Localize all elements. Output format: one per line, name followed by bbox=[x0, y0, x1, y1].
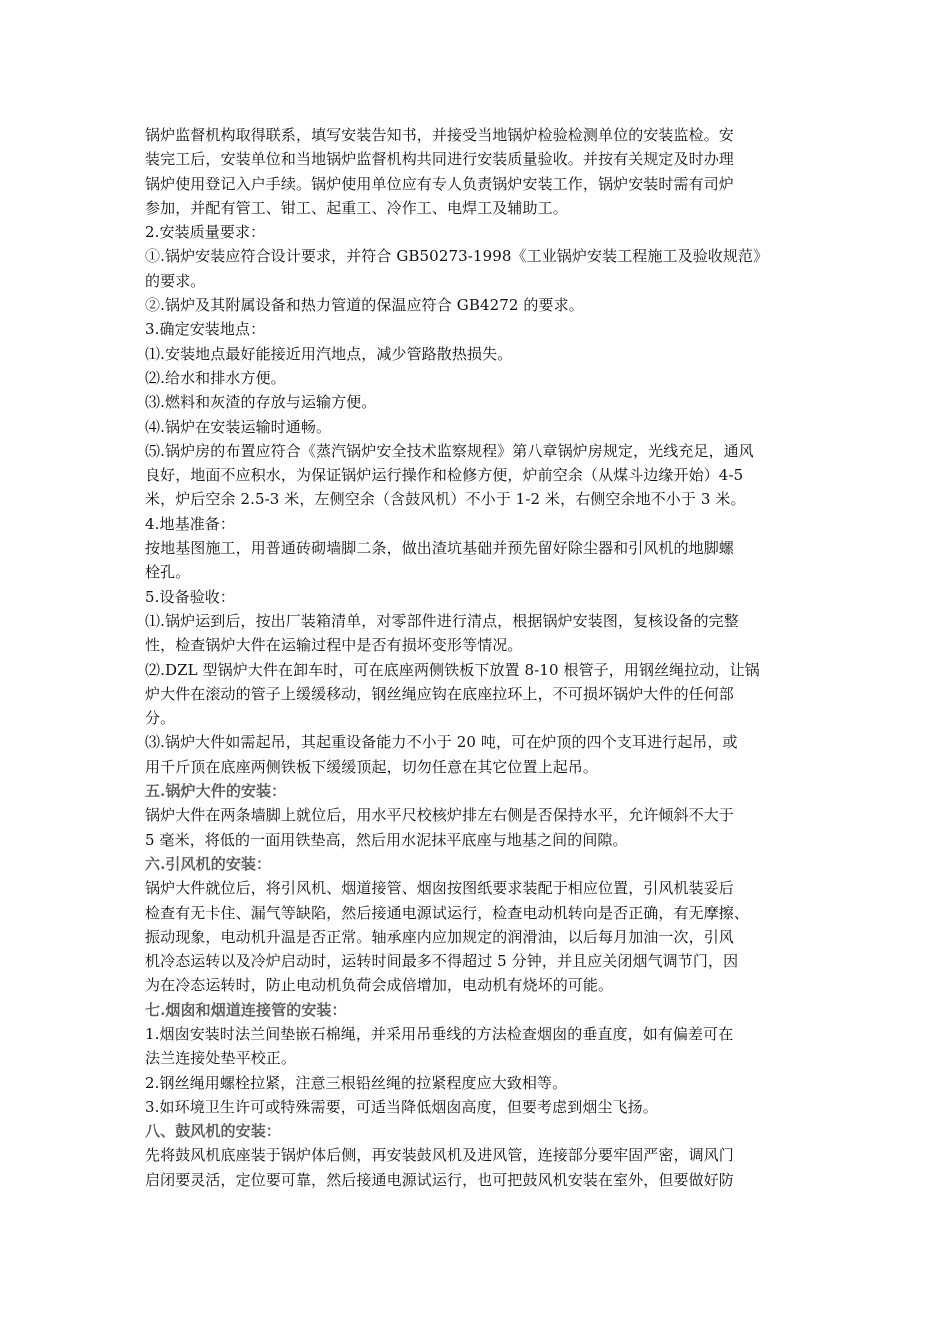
text-line: 1.烟囱安装时法兰间垫嵌石棉绳，并采用吊垂线的方法检查烟囱的垂直度，如有偏差可在 bbox=[145, 1024, 734, 1043]
text-line: ⑵.DZL 型锅炉大件在卸车时，可在底座两侧铁板下放置 8-10 根管子，用钢丝绳拉动，让锅 bbox=[145, 660, 760, 679]
text-line: 锅炉大件就位后，将引风机、烟道接管、烟囱按图纸要求装配于相应位置，引风机装妥后 bbox=[145, 879, 734, 898]
text-line: 检查有无卡住、漏气等缺陷，然后接通电源试运行，检查电动机转向是否正确，有无摩擦、 bbox=[145, 903, 750, 922]
text-line: 栓孔。 bbox=[145, 563, 191, 582]
section-heading: 4.地基准备： bbox=[145, 514, 236, 533]
text-line: ⑸.锅炉房的布置应符合《蒸汽锅炉安全技术监察规程》第八章锅炉房规定，光线充足，通风 bbox=[145, 441, 754, 460]
text-line: ②.锅炉及其附属设备和热力管道的保温应符合 GB4272 的要求。 bbox=[145, 296, 584, 315]
section-heading: 七.烟囱和烟道连接管的安装： bbox=[145, 1000, 347, 1019]
section-heading: 五.锅炉大件的安装： bbox=[145, 782, 287, 801]
section-heading: 3.确定安装地点： bbox=[145, 320, 266, 339]
text-line: ①.锅炉安装应符合设计要求，并符合 GB50273-1998《工业锅炉安装工程施工及验收规范》 bbox=[145, 247, 769, 266]
text-line: 米，炉后空余 2.5-3 米，左侧空余（含鼓风机）不小于 1-2 米，右侧空余地不小于 3 米。 bbox=[145, 490, 746, 509]
section-heading: 2.安装质量要求： bbox=[145, 223, 266, 242]
text-line: 按地基图施工，用普通砖砌墙脚二条，做出渣坑基础并预先留好除尘器和引风机的地脚螺 bbox=[145, 539, 734, 558]
text-line: 的要求。 bbox=[145, 271, 206, 290]
text-line: ⑶.锅炉大件如需起吊，其起重设备能力不小于 20 吨，可在炉顶的四个支耳进行起吊，或 bbox=[145, 733, 738, 752]
text-line: 装完工后，安装单位和当地锅炉监督机构共同进行安装质量验收。并按有关规定及时办理 bbox=[145, 150, 734, 169]
section-heading: 六.引风机的安装： bbox=[145, 854, 272, 873]
text-line: 分。 bbox=[145, 709, 176, 728]
section-heading: 5.设备验收： bbox=[145, 587, 236, 606]
text-line: 机冷态运转以及冷炉启动时，运转时间最多不得超过 5 分钟，并且应关闭烟气调节门，因 bbox=[145, 952, 739, 971]
text-line: 3.如环境卫生许可或特殊需要，可适当降低烟囱高度，但要考虑到烟尘飞扬。 bbox=[145, 1097, 658, 1116]
text-line: ⑷.锅炉在安装运输时通畅。 bbox=[145, 417, 332, 436]
text-line: 用千斤顶在底座两侧铁板下缓缓顶起，切勿任意在其它位置上起吊。 bbox=[145, 757, 599, 776]
document-page bbox=[145, 123, 812, 1192]
text-line: ⑵.给水和排水方便。 bbox=[145, 368, 286, 387]
text-line: 先将鼓风机底座装于锅炉体后侧，再安装鼓风机及进风管，连接部分要牢固严密，调风门 bbox=[145, 1146, 734, 1165]
text-line: ⑴.安装地点最好能接近用汽地点，减少管路散热损失。 bbox=[145, 344, 513, 363]
text-line: 参加，并配有管工、钳工、起重工、冷作工、电焊工及辅助工。 bbox=[145, 198, 568, 217]
text-line: 法兰连接处垫平校正。 bbox=[145, 1049, 297, 1068]
text-line: 2.钢丝绳用螺栓拉紧，注意三根铅丝绳的拉紧程度应大致相等。 bbox=[145, 1073, 568, 1092]
text-line: 良好，地面不应积水，为保证锅炉运行操作和检修方便，炉前空余（从煤斗边缘开始）4-5 bbox=[145, 466, 744, 485]
text-line: 锅炉监督机构取得联系，填写安装告知书，并接受当地锅炉检验检测单位的安装监检。安 bbox=[145, 126, 734, 144]
text-line: 性，检查锅炉大件在运输过程中是否有损坏变形等情况。 bbox=[145, 636, 523, 655]
text-line: 为在冷态运转时，防止电动机负荷会成倍增加，电动机有烧坏的可能。 bbox=[145, 976, 614, 995]
text-line: 振动现象，电动机升温是否正常。轴承座内应加规定的润滑油，以后每月加油一次，引风 bbox=[145, 927, 734, 946]
text-line: 启闭要灵活，定位要可靠，然后接通电源试运行，也可把鼓风机安装在室外，但要做好防 bbox=[145, 1170, 734, 1189]
text-line: 锅炉大件在两条墙脚上就位后，用水平尺校核炉排左右侧是否保持水平，允许倾斜不大于 bbox=[145, 806, 734, 825]
text-line: 锅炉使用登记入户手续。锅炉使用单位应有专人负责锅炉安装工作，锅炉安装时需有司炉 bbox=[145, 174, 734, 193]
text-line: ⑴.锅炉运到后，按出厂装箱清单，对零部件进行清点，根据锅炉安装图，复核设备的完整 bbox=[145, 611, 739, 630]
section-heading: 八、鼓风机的安装： bbox=[145, 1122, 281, 1141]
text-line: 5 毫米，将低的一面用铁垫高，然后用水泥抹平底座与地基之间的间隙。 bbox=[145, 830, 628, 849]
text-line: 炉大件在滚动的管子上缓缓移动，钢丝绳应钩在底座拉环上，不可损坏锅炉大件的任何部 bbox=[145, 684, 734, 703]
text-line: ⑶.燃料和灰渣的存放与运输方便。 bbox=[145, 393, 377, 412]
